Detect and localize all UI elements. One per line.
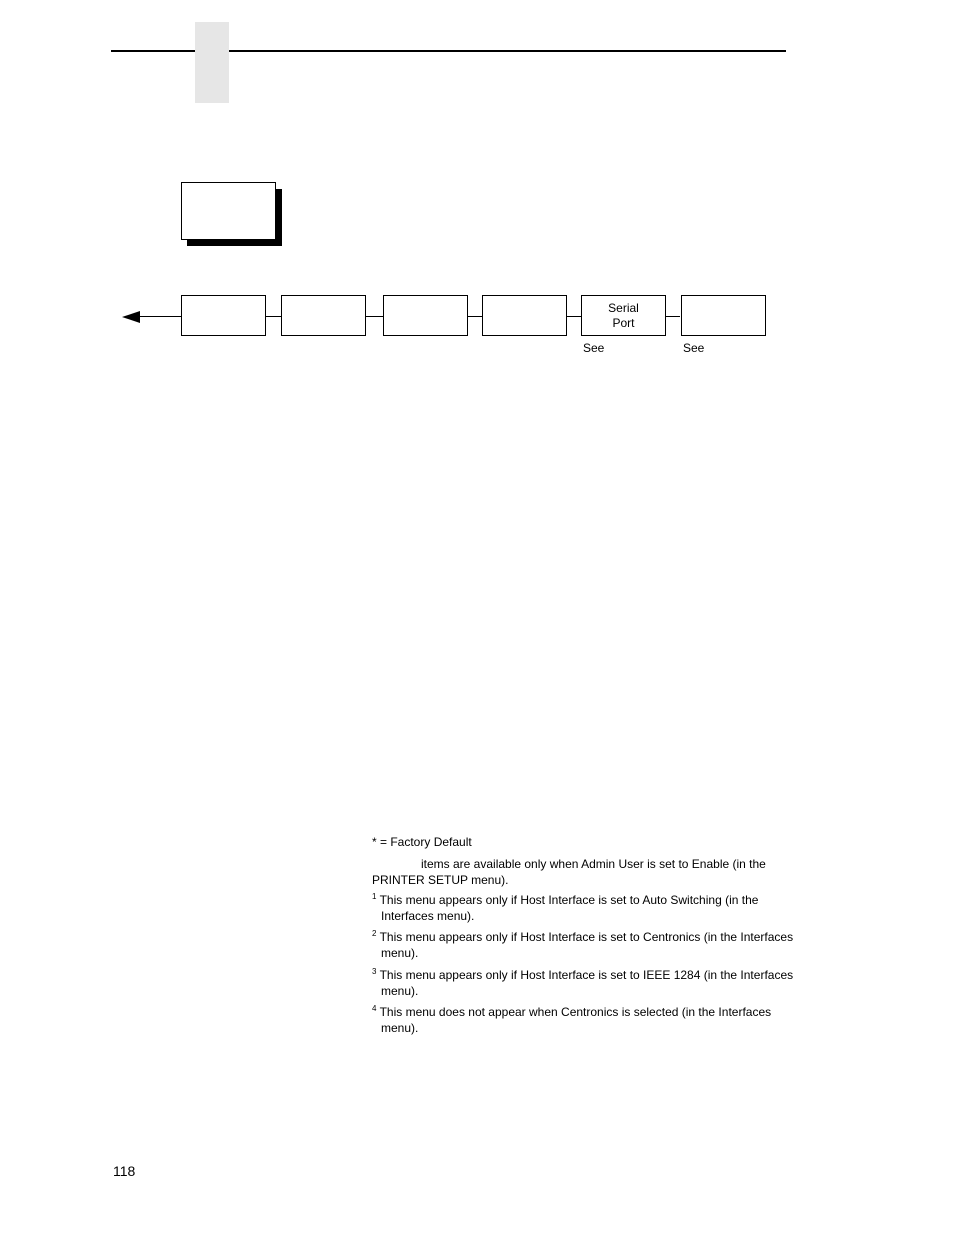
footnote-2 bbox=[372, 929, 801, 961]
see-reference: See bbox=[583, 341, 605, 355]
footnote-marker: 1 bbox=[372, 892, 377, 901]
footnote-text: This menu appears only if Host Interface is set to Auto Switching (in the Interfaces menu). bbox=[379, 893, 759, 923]
footnote-text: This menu appears only if Host Interface is set to IEEE 1284 (in the Interfaces menu). bbox=[379, 968, 794, 998]
factory-default-note: * = Factory Default bbox=[372, 835, 472, 849]
footnote-3 bbox=[372, 967, 801, 999]
footnote-4 bbox=[372, 1004, 801, 1036]
footnote-1 bbox=[372, 892, 801, 924]
menu-title-box bbox=[181, 182, 276, 240]
footnote-marker: 2 bbox=[372, 929, 377, 938]
submenu-box-serial-port bbox=[581, 295, 666, 336]
footnote-marker: 4 bbox=[372, 1004, 377, 1013]
submenu-box-6 bbox=[681, 295, 766, 336]
page-number: 118 bbox=[113, 1163, 136, 1179]
see-reference: See bbox=[683, 341, 705, 355]
submenu-box-1 bbox=[181, 295, 266, 336]
submenu-box-4 bbox=[482, 295, 567, 336]
submenu-box-2 bbox=[281, 295, 366, 336]
admin-items-note: items are available only when Admin User is set to Enable (in the PRINTER SETUP menu). bbox=[372, 857, 766, 887]
left-arrow-icon bbox=[122, 311, 140, 323]
footnote-text: This menu appears only if Host Interface is set to Centronics (in the Interfaces menu). bbox=[379, 930, 794, 960]
footnote-marker: 3 bbox=[372, 967, 377, 976]
chapter-tab bbox=[195, 22, 229, 103]
footnote-text: This menu does not appear when Centronics is selected (in the Interfaces menu). bbox=[379, 1005, 772, 1035]
submenu-label: Serial Port bbox=[608, 300, 639, 330]
submenu-box-3 bbox=[383, 295, 468, 336]
